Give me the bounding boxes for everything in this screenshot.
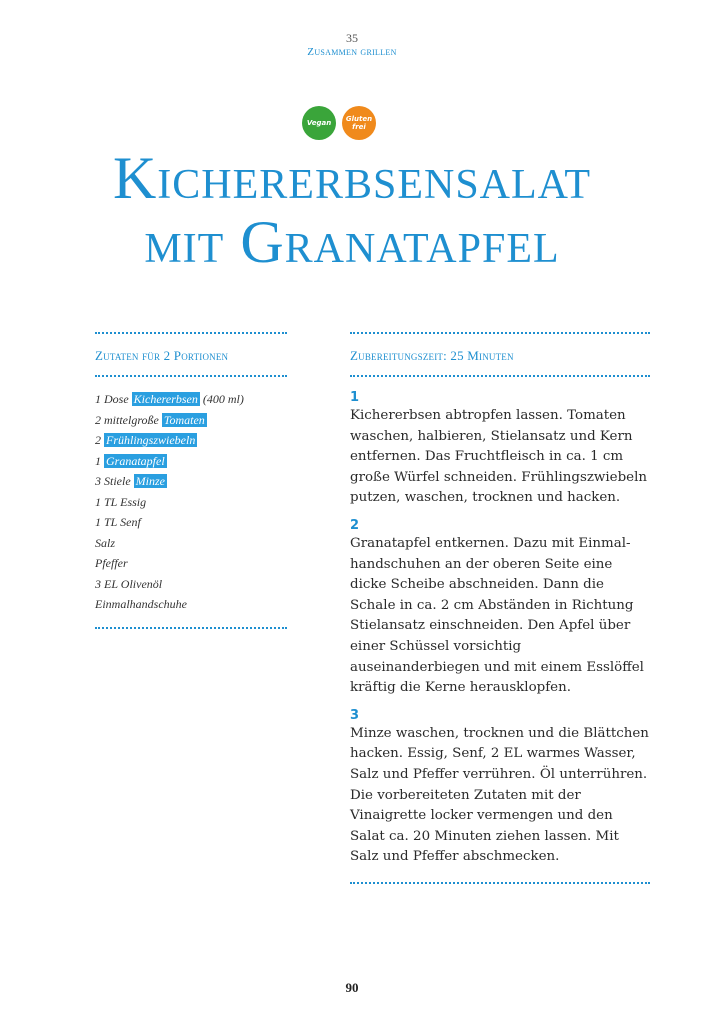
vegan-badge-icon (302, 106, 336, 140)
chapter-number: 35 (346, 31, 358, 45)
step-number: 3 (350, 707, 360, 723)
ingredient-item (95, 430, 287, 451)
ingredient-item (95, 451, 287, 472)
ingredient-quantity: 1 Dose (95, 392, 132, 406)
divider (95, 627, 287, 629)
step (350, 707, 650, 868)
ingredient-quantity: 3 Stiele (95, 474, 134, 488)
ingredient-quantity: 2 (95, 433, 104, 447)
step-number: 1 (350, 390, 360, 405)
vegan-badge-label: Vegan (306, 119, 332, 127)
ingredient-quantity: 1 TL Essig (95, 494, 147, 509)
gluten-badge-label-2: frei (352, 123, 366, 131)
step-number: 2 (350, 517, 360, 533)
ingredient-note: (400 ml) (199, 392, 244, 406)
ingredient-item (95, 471, 287, 492)
ingredient-item (95, 533, 287, 554)
step-text: Minze waschen, trocknen und die Blättchen hacken. Essig, Senf, 2 EL warmes Wasser, Salz und Pfeffer verrühren. Öl unterrühren. Die vorbereiteten Zutaten mit der Vinaigrette locker vermengen und den Salat ca. 20 Minuten ziehen lassen. Mit Salz und Pfeffer abschmecken. (350, 725, 649, 865)
ingredients-heading: Zutaten für 2 Portionen (95, 348, 229, 363)
divider (95, 375, 287, 377)
ingredient-quantity: Salz (95, 535, 116, 550)
ingredient-quantity: 1 (95, 453, 104, 468)
ingredient-item (95, 410, 287, 431)
ingredient-item (95, 492, 287, 513)
recipe-title (0, 146, 704, 274)
step (350, 517, 650, 699)
ingredient-highlight: Granatapfel (106, 453, 165, 468)
ingredient-list (95, 389, 287, 615)
ingredient-item (95, 389, 287, 410)
ingredient-highlight: Tomaten (163, 412, 205, 427)
recipe-title-line-2: mit Granatapfel (144, 209, 560, 275)
ingredient-item (95, 594, 287, 615)
divider (350, 332, 650, 334)
ingredients-column (95, 332, 287, 629)
recipe-title-line-1: Kichererbsensalat (112, 145, 592, 211)
preparation-heading: Zubereitungszeit: 25 Minuten (350, 348, 514, 363)
preparation-column (350, 332, 650, 884)
ingredient-quantity: 1 TL Senf (95, 515, 141, 529)
ingredient-highlight: Frühlingszwiebeln (106, 433, 196, 447)
ingredient-quantity: 3 EL Olivenöl (95, 576, 163, 591)
running-header (0, 31, 704, 59)
divider (350, 375, 650, 377)
ingredient-highlight: Minze (135, 474, 165, 488)
ingredient-item (95, 574, 287, 595)
ingredient-highlight: Kichererbsen (133, 392, 198, 406)
step (350, 389, 650, 509)
step-text: Granatapfel entkernen. Dazu mit Einmalhandschuhen an der oberen Seite eine dicke Scheibe abschneiden. Dann die Schale in ca. 2 cm Abständen in Richtung Stielansatz einschneiden. Den Apfel über einer Schüssel vorsichtig auseinanderbiegen und mit einem Esslöffel kräftig die Kerne herausklopfen. (350, 535, 644, 696)
section-title: Zusammen grillen (307, 46, 397, 58)
ingredient-quantity: Pfeffer (95, 556, 128, 570)
ingredient-item (95, 553, 287, 574)
step-list (350, 389, 650, 868)
step-text: Kichererbsen abtropfen lassen. Tomaten waschen, halbieren, Stielansatz und Kern entfernen. Das Fruchtfleisch in ca. 1 cm große Würfel schneiden. Frühlingszwiebeln putzen, waschen, trocknen und hacken. (350, 408, 647, 506)
divider (95, 332, 287, 334)
gluten-free-badge-icon (342, 106, 376, 140)
ingredient-quantity: Einmalhandschuhe (95, 597, 187, 611)
diet-badges (302, 106, 376, 140)
page-number: 90 (345, 980, 359, 995)
gluten-badge-label-1: Gluten (345, 115, 373, 123)
divider (350, 882, 650, 884)
ingredient-item (95, 512, 287, 533)
ingredient-quantity: 2 mittelgroße (95, 412, 162, 427)
